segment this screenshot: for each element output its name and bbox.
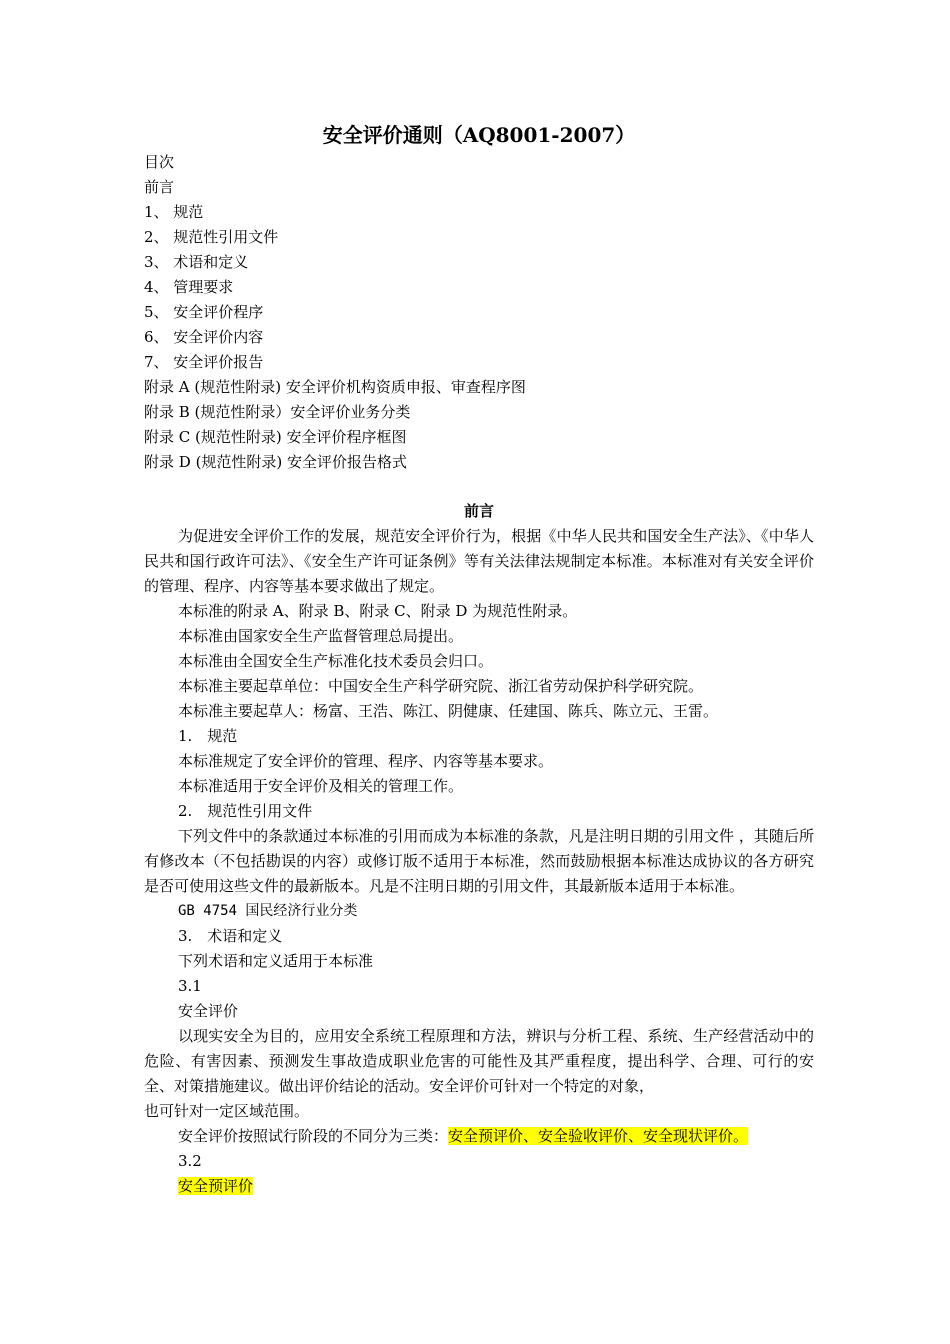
toc-item: 2、 规范性引用文件 [144,228,279,246]
document-title: 安全评价通则（AQ8001-2007） [322,123,636,147]
section-1-paragraph: 本标准适用于安全评价及相关的管理工作。 [178,777,464,795]
toc-item: 5、 安全评价程序 [144,303,264,321]
term-name: 安全评价 [178,1002,239,1020]
term-definition-continued: 也可针对一定区域范围。 [144,1102,310,1120]
section-2-heading: 2. 规范性引用文件 [178,802,313,820]
toc-item: 附录 D (规范性附录) 安全评价报告格式 [144,453,408,471]
section-2-paragraph: 下列文件中的条款通过本标准的引用而成为本标准的条款，凡是注明日期的引用文件 ，其随后所有修改本（不包括勘误的内容）或修订版不适用于本标准，然而鼓励根据本标准达成协议的各方研究是否可使用这些文件的最新版本。凡是不注明日期的引用文件，其最新版本适用于本标准。 [144,827,814,895]
classification-highlight: 安全预评价、安全验收评价、安全现状评价。 [448,1127,749,1145]
term-name-highlight: 安全预评价 [178,1177,254,1195]
classification-line [144,1124,814,1149]
preface-paragraph: 本标准的附录 A、附录 B、附录 C、附录 D 为规范性附录。 [178,602,578,620]
section-1-paragraph: 本标准规定了安全评价的管理、程序、内容等基本要求。 [178,752,554,770]
toc-item: 6、 安全评价内容 [144,328,264,346]
toc-item: 附录 B (规范性附录）安全评价业务分类 [144,403,411,421]
document-page [144,120,814,1199]
preface-heading: 前言 [463,502,494,520]
section-3-intro: 下列术语和定义适用于本标准 [178,952,374,970]
classification-prefix: 安全评价按照试行阶段的不同分为三类： [178,1127,449,1145]
toc-item: 3、 术语和定义 [144,253,249,271]
preface-paragraph: 本标准由全国安全生产标准化技术委员会归口。 [178,652,494,670]
normative-reference: GB 4754 国民经济行业分类 [178,903,358,919]
table-of-contents [144,150,814,475]
toc-item: 4、 管理要求 [144,278,234,296]
preface-paragraph: 为促进安全评价工作的发展，规范安全评价行为，根据《中华人民共和国安全生产法》、《中华人民共和国行政许可法》、《安全生产许可证条例》等有关法律法规制定本标准。本标准对有关安全评价的管理、程序、内容等基本要求做出了规定。 [144,527,814,595]
term-name-line [144,1174,814,1199]
toc-item: 1、 规范 [144,203,204,221]
term-definition: 以现实安全为目的，应用安全系统工程原理和方法，辨识与分析工程、系统、生产经营活动中的危险、有害因素、预测发生事故造成职业危害的可能性及其严重程度，提出科学、合理、可行的安全、对策措施建议。做出评价结论的活动。安全评价可针对一个特定的对象， [144,1027,814,1095]
preface-paragraph: 本标准由国家安全生产监督管理总局提出。 [178,627,464,645]
term-number: 3.2 [178,1152,202,1170]
toc-heading: 目次 [144,153,175,171]
preface-paragraph: 本标准主要起草单位：中国安全生产科学研究院、浙江省劳动保护科学研究院。 [178,677,704,695]
toc-item: 前言 [144,178,175,196]
preface-paragraph: 本标准主要起草人：杨富、王浩、陈江、阴健康、任建国、陈兵、陈立元、王雷。 [178,702,719,720]
section-1-heading: 1. 规范 [178,727,238,745]
section-3-heading: 3. 术语和定义 [178,927,283,945]
toc-item: 7、 安全评价报告 [144,353,264,371]
toc-item: 附录 C (规范性附录) 安全评价程序框图 [144,428,407,446]
term-number: 3.1 [178,977,202,995]
toc-item: 附录 A (规范性附录) 安全评价机构资质申报、审查程序图 [144,378,526,396]
